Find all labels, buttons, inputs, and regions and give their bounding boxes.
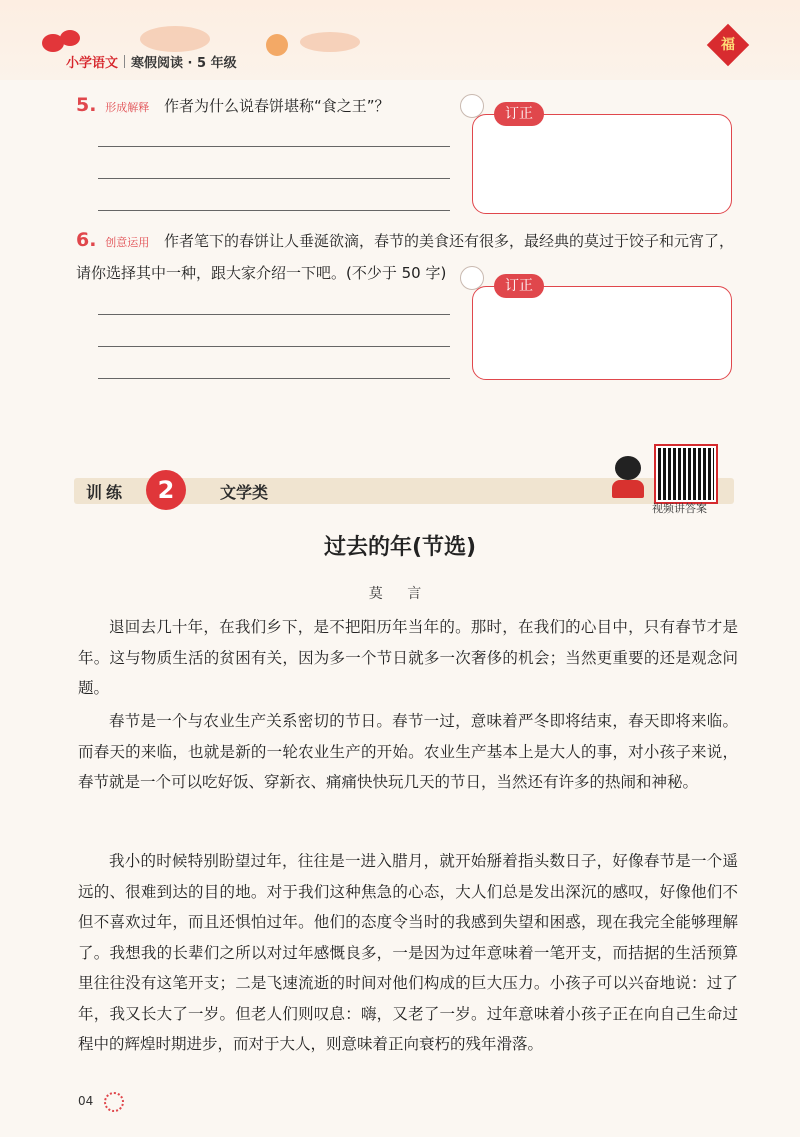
question-text: 作者笔下的春饼让人垂涎欲滴，春节的美食还有很多，最经典的莫过于饺子和元宵了，请你选择其中一种，跟大家介绍一下吧。(不少于 50 字) [76,232,735,282]
article-paragraph: 我小的时候特别盼望过年，往往是一进入腊月，就开始掰着指头数日子，好像春节是一个遥远的、很难到达的目的地。对于我们这种焦急的心态，大人们总是发出深沉的感叹，好像他们不但不喜欢过年，而且还惧怕过年。他们的态度令当时的我感到失望和困惑，现在我完全能够理解了。我想我的长辈们之所以对过年感慨良多，一是因为过年意味着一笔开支，而拮据的生活预算里往往没有这笔开支；二是飞速流逝的时间对他们构成的巨大压力。小孩子可以兴奋地说：过了年，我又长大了一岁。但老人们则叹息：嗨，又老了一岁。过年意味着小孩子正在向自己生命过程中的辉煌时期进步，而对于大人，则意味着正向衰朽的残年滑落。 [78,852,738,1053]
answer-line[interactable] [98,146,450,147]
question-number: 6. [76,229,97,251]
correction-box[interactable] [472,286,732,380]
girl-illustration-icon [612,456,644,498]
qr-code-icon[interactable] [656,446,716,502]
question-tag: 创意运用 [105,236,150,249]
question-tag: 形成解释 [105,101,150,114]
question-number: 5. [76,94,97,116]
training-number-badge: 2 [146,470,186,510]
article-paragraph: 春节是一个与农业生产关系密切的节日。春节一过，意味着严冬即将结束，春天即将来临。而春天的来临，也就是新的一轮农业生产的开始。农业生产基本上是大人的事，对小孩子来说，春节就是一个可以吃好饭、穿新衣、痛痛快快玩几天的节日，当然还有许多的热闹和神秘。 [78,712,738,791]
article-author: 莫 言 [368,586,432,602]
answer-line[interactable] [98,314,450,315]
answer-line[interactable] [98,346,450,347]
cloud-decoration [300,32,360,52]
question-5 [76,90,456,123]
correction-tab: 订正 [494,102,544,126]
correction-box[interactable] [472,114,732,214]
article-title: 过去的年(节选) [323,535,477,560]
training-label: 训练 [86,483,127,502]
firework-icon [266,34,288,56]
qr-caption: 视频讲答案 [652,502,707,515]
lantern-icon [60,30,80,46]
bunny-icon [460,94,484,118]
cloud-decoration [140,26,210,52]
page-number: 04 [78,1094,94,1108]
fu-ornament-icon: 福 [707,24,749,66]
divider [124,55,125,68]
bunny-icon [460,266,484,290]
subject-label: 小学语文 [66,55,119,71]
header-title [66,52,237,70]
answer-line[interactable] [98,378,450,379]
answer-line[interactable] [98,178,450,179]
series-label: 寒假阅读 · 5 年级 [131,55,237,71]
correction-tab: 订正 [494,274,544,298]
question-6 [76,225,736,288]
flower-ornament-icon [104,1092,124,1112]
category-label: 文学类 [220,483,269,502]
answer-line[interactable] [98,210,450,211]
page-header [0,0,800,80]
question-text: 作者为什么说春饼堪称“食之王”？ [164,97,390,115]
article-paragraph: 退回去几十年，在我们乡下，是不把阳历年当年的。那时，在我们的心目中，只有春节才是年。这与物质生活的贫困有关，因为多一个节日就多一次奢侈的机会；当然更重要的还是观念问题。 [78,618,738,697]
